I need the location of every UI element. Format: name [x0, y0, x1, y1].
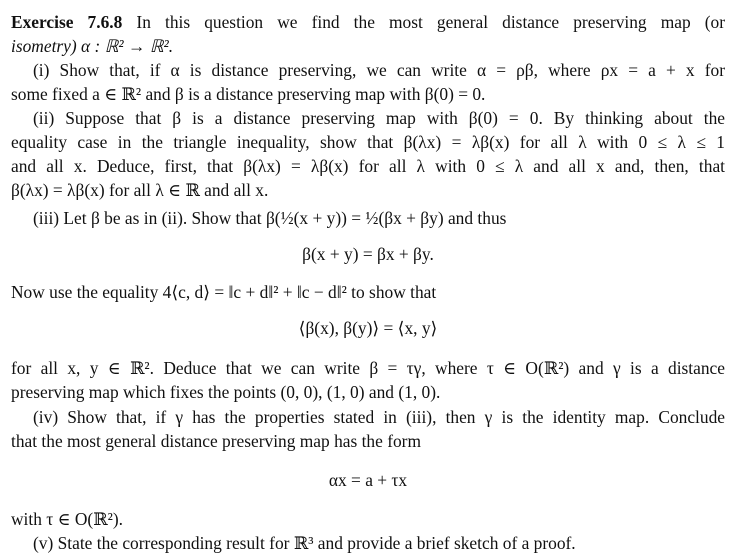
text-line-6: equality case in the triangle inequality, show that β(λx) = λβ(x) for all λ with 0 ≤ λ ≤ 1 — [11, 132, 725, 152]
text-line-5: (ii) Suppose that β is a distance preserving map with β(0) = 0. By thinking about the — [33, 108, 725, 128]
text-line-10: Now use the equality 4⟨c, d⟩ = ‖c + d‖² + ‖c − d‖² to show that — [11, 282, 437, 302]
text-line-14: that the most general distance preserving map has the form — [11, 431, 421, 451]
text-line-8: β(λx) = λβ(x) for all λ ∈ ℝ and all x. — [11, 180, 269, 200]
text-line-2: isometry) α : ℝ² → ℝ². — [11, 36, 174, 56]
exercise-label: Exercise 7.6.8 — [11, 12, 123, 32]
text-line-16: (v) State the corresponding result for ℝ³ and provide a brief sketch of a proof. — [33, 533, 576, 553]
text-line-9: (iii) Let β be as in (ii). Show that β(½(x + y)) = ½(βx + βy) and thus — [33, 208, 507, 228]
text-line-11: for all x, y ∈ ℝ². Deduce that we can write β = τγ, where τ ∈ O(ℝ²) and γ is a distance — [11, 358, 725, 378]
line-1-text: In this question we find the most general distance preserving map (or — [122, 12, 725, 32]
text-line-1 — [11, 10, 725, 34]
text-line-4: some fixed a ∈ ℝ² and β is a distance preserving map with β(0) = 0. — [11, 84, 486, 104]
text-line-15: with τ ∈ O(ℝ²). — [11, 509, 123, 529]
text-line-3: (i) Show that, if α is distance preserving, we can write α = ρβ, where ρx = a + x for — [33, 60, 725, 80]
text-line-7: and all x. Deduce, first, that β(λx) = λβ(x) for all λ with 0 ≤ λ and all x and, then, that — [11, 156, 725, 176]
text-line-13: (iv) Show that, if γ has the properties stated in (iii), then γ is the identity map. Conclude — [33, 407, 725, 427]
display-equation-2: ⟨β(x), β(y)⟩ = ⟨x, y⟩ — [298, 318, 438, 338]
text-line-12: preserving map which fixes the points (0, 0), (1, 0) and (1, 0). — [11, 382, 441, 402]
display-equation-3: αx = a + τx — [328, 470, 408, 490]
display-equation-1: β(x + y) = βx + βy. — [302, 244, 434, 264]
